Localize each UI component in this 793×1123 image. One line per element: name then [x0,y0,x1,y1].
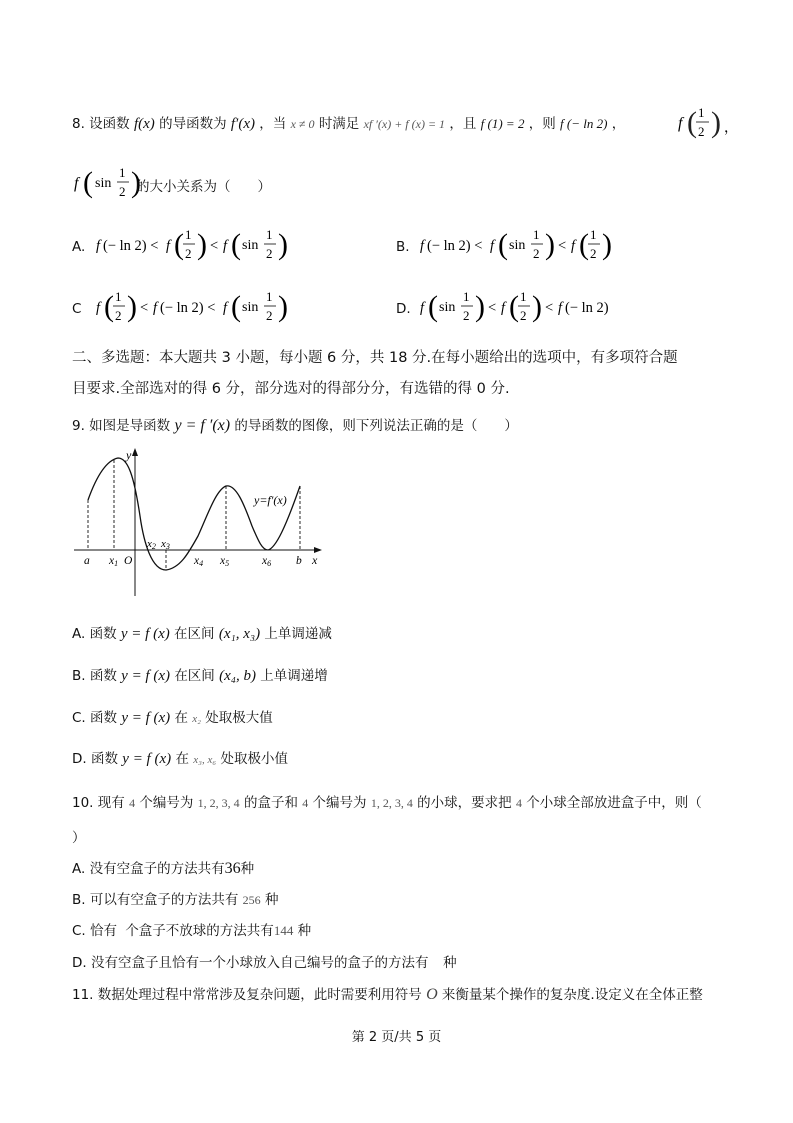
svg-text:(: ( [174,228,184,261]
svg-text:1: 1 [266,289,273,304]
svg-text:): ) [127,290,137,323]
q10-text-a: 10. 现有 [72,795,125,811]
svg-text:sin: sin [242,300,259,315]
svg-text:): ) [278,228,288,261]
svg-text:(: ( [498,228,508,261]
svg-text:): ) [545,228,555,261]
q9-option-a-post: 上单调递减 [264,626,332,642]
q10-option-d-unit: 种 [443,955,457,971]
q10-option-b-num: 256 [242,893,261,907]
svg-text:1: 1 [266,227,273,242]
q9-option-c-post: 处取极大值 [205,710,273,726]
q9-option-b-pre: 函数 [89,668,117,684]
q10-stem-line1 [72,791,702,811]
svg-text:(: ( [231,228,241,261]
q8-equation: xf ′(x) + f (x) = 1 [363,117,446,131]
svg-text:sin: sin [95,176,112,191]
q10-text-b: 个编号为 [139,795,194,811]
svg-text:f: f [223,238,228,254]
q8-text3: 时满足 [318,116,360,132]
q10-option-c-text: 恰有 [90,923,118,939]
q11-lead: 11. 数据处理过程中常常涉及复杂问题，此时需要利用符号 [72,987,422,1003]
q10-option-c-num: 144 [273,923,294,938]
q8-option-a-formula[interactable] [94,222,294,268]
svg-text:1: 1 [115,289,122,304]
q8-option-b-letter[interactable]: B. [396,239,410,255]
svg-text:f: f [558,300,563,316]
svg-text:f: f [74,175,79,192]
curve-label: y=f′(x) [254,493,287,507]
q9-option-a-interval: (x₁, x₃) [218,626,261,642]
svg-text:<: < [140,300,149,316]
q10-option-b-unit: 种 [264,892,279,908]
q10-set2: 1, 2, 3, 4 [370,796,413,810]
q9-option-a-letter: A. [72,626,86,642]
q11-tail: 来衡量某个操作的复杂度.设定义在全体正整 [441,987,703,1003]
svg-text:<: < [558,238,567,254]
q10-option-d-text: 没有空盒子且恰有一个小球放入自己编号的盒子的方法有 [90,955,429,971]
svg-text:1: 1 [185,227,192,242]
svg-text:f: f [223,300,228,316]
svg-text:): ) [131,166,141,199]
q8-option-d-letter[interactable]: D. [396,301,411,317]
q10-option-c-letter: C. [72,923,86,939]
svg-text:<: < [210,238,219,254]
q9-stem [72,414,518,435]
svg-text:<: < [488,300,497,316]
q8-option-b-formula[interactable] [418,222,618,268]
svg-text:(: ( [83,166,93,199]
q9-option-d-mid: 在 [175,751,189,767]
y-axis-arrow [132,448,138,456]
svg-text:f: f [420,300,425,316]
q8-option-a-letter[interactable]: A. [72,239,86,255]
svg-text:(: ( [579,228,589,261]
q10-option-c-unit: 种 [297,923,312,939]
svg-text:2: 2 [590,246,597,261]
q8-fpx: f′(x) [230,116,255,132]
q10-text-f: 个小球全部放进盒子中，则（ [526,795,702,811]
origin-label: O [124,555,133,567]
q8-fsin-formula [72,160,144,204]
q8-condition: x ≠ 0 [290,117,315,131]
derivative-curve [88,458,300,570]
q10-option-c-text2: 个盒子不放球的方法共有 [125,923,274,939]
tick-x6: x6 [262,555,272,568]
q8-text5: ，则 [528,116,556,132]
svg-text:f: f [420,238,425,254]
svg-text:2: 2 [119,184,126,199]
svg-text:2: 2 [463,308,470,323]
svg-text:2: 2 [185,246,192,261]
q9-option-c-expr: y = f (x) [121,710,171,726]
q8-text4: ，且 [449,116,477,132]
svg-text:2: 2 [520,308,527,323]
tick-b: b [296,555,302,567]
q10-option-c[interactable] [72,919,311,939]
q10-option-b-text: 可以有空盒子的方法共有 [89,892,239,908]
svg-text:): ) [532,290,542,323]
svg-text:): ) [475,290,485,323]
q10-option-a-text: 没有空盒子的方法共有 [89,861,225,877]
q10-option-d[interactable] [72,951,457,971]
q10-option-b[interactable] [72,888,278,908]
q9-option-d-post: 处取极小值 [220,751,288,767]
tick-x5: x5 [220,555,230,568]
q10-num1: 4 [129,796,136,810]
svg-text:1: 1 [463,289,470,304]
q9-option-c-point: x₂ [192,713,201,725]
tick-x4: x4 [194,555,204,568]
q8-option-c-letter[interactable]: C [72,301,82,317]
q9-option-c-letter: C. [72,710,86,726]
svg-text:<: < [545,300,554,316]
q10-option-a-unit: 种 [240,861,255,877]
svg-text:(: ( [509,290,519,323]
q9-option-a[interactable] [72,622,332,643]
svg-text:): ) [602,228,612,261]
svg-text:sin: sin [509,238,526,253]
q9-tail: 的导函数的图像，则下列说法正确的是（ ） [234,418,518,434]
q10-option-d-letter: D. [72,955,87,971]
q9-option-c[interactable] [72,706,273,727]
q9-option-b-mid: 在区间 [174,668,215,684]
q10-option-a[interactable] [72,857,254,878]
svg-text:(: ( [104,290,114,323]
q8-f1: f (1) = 2 [480,116,525,131]
svg-text:(− ln 2) <: (− ln 2) < [427,238,483,254]
q9-derivative-graph [70,446,332,602]
svg-text:2: 2 [698,124,705,139]
svg-text:2: 2 [533,246,540,261]
q8-text1: 的导函数为 [159,116,227,132]
q8-text2: ，当 [259,116,287,132]
page-footer: 第 2 页/共 5 页 [351,1030,442,1045]
q9-option-b[interactable] [72,664,328,685]
q9-option-d-pre: 函数 [90,751,118,767]
svg-text:): ) [278,290,288,323]
svg-text:f: f [96,238,101,254]
svg-text:(: ( [428,290,438,323]
q11-symbol: O [426,986,438,1003]
svg-text:1: 1 [533,227,540,242]
svg-text:(− ln 2) <: (− ln 2) < [103,238,159,254]
q9-option-d-points: x₃, x₆ [193,754,217,766]
q10-stem-line2: ） [72,830,86,846]
svg-text:1: 1 [698,105,705,120]
q10-text-d: 个编号为 [312,795,367,811]
svg-text:1: 1 [119,165,126,180]
q9-expr: y = f ′(x) [174,417,231,434]
tick-x1: x1 [109,555,119,568]
q9-option-d[interactable] [72,747,288,768]
q9-option-d-letter: D. [72,751,87,767]
q10-num3: 4 [515,796,522,810]
svg-text:1: 1 [520,289,527,304]
svg-text:sin: sin [242,238,259,253]
q10-option-b-letter: B. [72,892,86,908]
x-label: x [312,553,318,567]
q11-stem [72,983,703,1004]
q10-set1: 1, 2, 3, 4 [197,796,240,810]
q9-option-a-expr: y = f (x) [120,626,170,642]
q10-text-c: 的盒子和 [243,795,298,811]
svg-text:(− ln 2) <: (− ln 2) < [160,300,216,316]
svg-text:f: f [571,238,576,254]
svg-text:f: f [96,300,101,316]
q9-option-b-interval: (x₄, b) [219,668,256,684]
svg-text:2: 2 [115,308,122,323]
svg-text:sin: sin [439,300,456,315]
q9-option-b-letter: B. [72,668,86,684]
y-label: y [126,448,132,462]
q9-lead: 9. 如图是导函数 [72,418,171,434]
q9-option-d-expr: y = f (x) [122,751,172,767]
q8-comma: ， [611,116,626,132]
q9-option-c-mid: 在 [174,710,188,726]
svg-text:2: 2 [266,308,273,323]
q10-text-e: 的小球，要求把 [417,795,512,811]
tick-x2: x2 [147,538,156,551]
q9-option-a-mid: 在区间 [174,626,215,642]
svg-text:f: f [166,238,171,254]
q8-option-d-formula[interactable] [418,284,618,330]
q8-lead: 8. 设函数 [72,116,130,132]
q10-option-a-num: 36 [224,860,241,877]
svg-text:(− ln 2): (− ln 2) [565,300,609,316]
svg-text:): ) [197,228,207,261]
section2-line2: 目要求.全部选对的得 6 分，部分选对的得部分分，有选错的得 0 分. [72,381,510,397]
svg-text:): ) [711,106,721,139]
svg-text:f: f [501,300,506,316]
svg-text:f: f [490,238,495,254]
q9-option-b-expr: y = f (x) [121,668,171,684]
svg-text:2: 2 [266,246,273,261]
section2-line1: 二、多选题：本大题共 3 小题，每小题 6 分，共 18 分.在每小题给出的选项中，有多项符合题 [72,350,678,366]
q8-question-tail: 的大小关系为（ ） [136,179,271,195]
q10-option-a-letter: A. [72,861,86,877]
q8-line1 [72,112,625,133]
svg-text:f: f [153,300,158,316]
svg-text:f: f [678,115,683,132]
q9-option-a-pre: 函数 [89,626,117,642]
tick-a: a [84,555,90,567]
q8-fln2: f (− ln 2) [560,116,608,131]
q8-option-c-formula[interactable] [94,284,294,330]
q8-fx: f(x) [133,116,155,132]
svg-text:(: ( [231,290,241,323]
svg-text:，: ， [724,121,738,136]
q9-option-c-pre: 函数 [90,710,118,726]
tick-x3: x3 [161,538,170,551]
q9-option-b-post: 上单调递增 [260,668,328,684]
q8-fhalf-formula [676,100,736,144]
q10-num2: 4 [302,796,309,810]
svg-text:(: ( [687,106,697,139]
svg-text:1: 1 [590,227,597,242]
